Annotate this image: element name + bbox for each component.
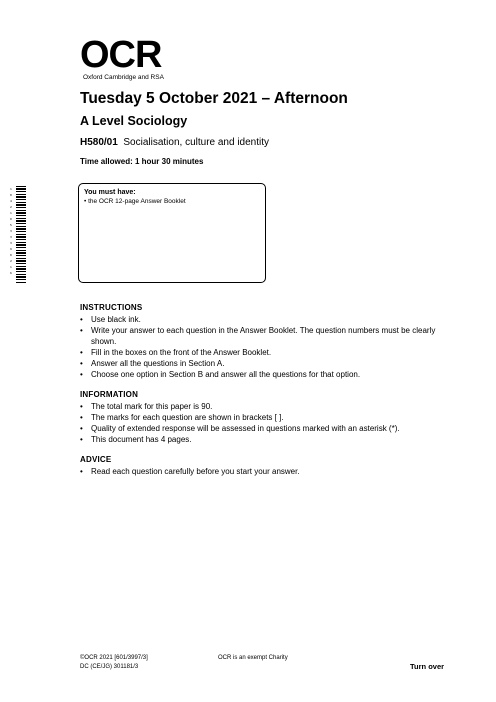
information-section xyxy=(80,390,460,445)
footer-copyright: ©OCR 2021 [601/3997/3] xyxy=(80,655,148,661)
time-allowed: Time allowed: 1 hour 30 minutes xyxy=(80,157,204,166)
must-have-item-text: the OCR 12-page Answer Booklet xyxy=(88,198,186,205)
advice-heading: ADVICE xyxy=(80,455,112,464)
footer-reference: DC (CE/JG) 301181/3 xyxy=(80,664,139,670)
list-item: • Quality of extended response will be assessed in questions marked with an asterisk (*). xyxy=(80,423,460,434)
paper-code-line xyxy=(80,137,269,148)
list-item: • The total mark for this paper is 90. xyxy=(80,401,460,412)
advice-section xyxy=(80,455,460,477)
list-item: • Write your answer to each question in the Answer Booklet. The question numbers must be clearly shown. xyxy=(80,325,460,347)
turn-over-label: Turn over xyxy=(410,662,445,671)
list-item: • Choose one option in Section B and answer all the questions for that option. xyxy=(80,369,460,380)
instructions-section xyxy=(80,303,460,380)
list-item: • Fill in the boxes on the front of the Answer Booklet. xyxy=(80,347,460,358)
instructions-heading: INSTRUCTIONS xyxy=(80,303,143,312)
list-item: • Answer all the questions in Section A. xyxy=(80,358,460,369)
footer-charity: OCR is an exempt Charity xyxy=(218,655,288,661)
must-have-title: You must have: xyxy=(84,189,136,196)
barcode-image xyxy=(16,186,26,283)
paper-title: Socialisation, culture and identity xyxy=(123,137,270,148)
must-have-item: • the OCR 12-page Answer Booklet xyxy=(84,198,186,205)
list-item: • The marks for each question are shown in brackets [ ]. xyxy=(80,412,460,423)
ocr-logo: OCR xyxy=(80,34,162,76)
list-item: • Read each question carefully before you start your answer. xyxy=(80,466,460,477)
paper-code: H580/01 xyxy=(80,137,118,148)
exam-date: Tuesday 5 October 2021 – Afternoon xyxy=(80,90,348,107)
logo-subtitle: Oxford Cambridge and RSA xyxy=(83,74,164,81)
subject-title: A Level Sociology xyxy=(80,114,188,128)
information-heading: INFORMATION xyxy=(80,390,139,399)
list-item: • Use black ink. xyxy=(80,314,460,325)
must-have-box xyxy=(78,183,266,283)
barcode-digits: 1 0 4 2 1 0 5 3 3 3 9 0 2 1 6 xyxy=(10,187,12,275)
list-item: • This document has 4 pages. xyxy=(80,434,460,445)
